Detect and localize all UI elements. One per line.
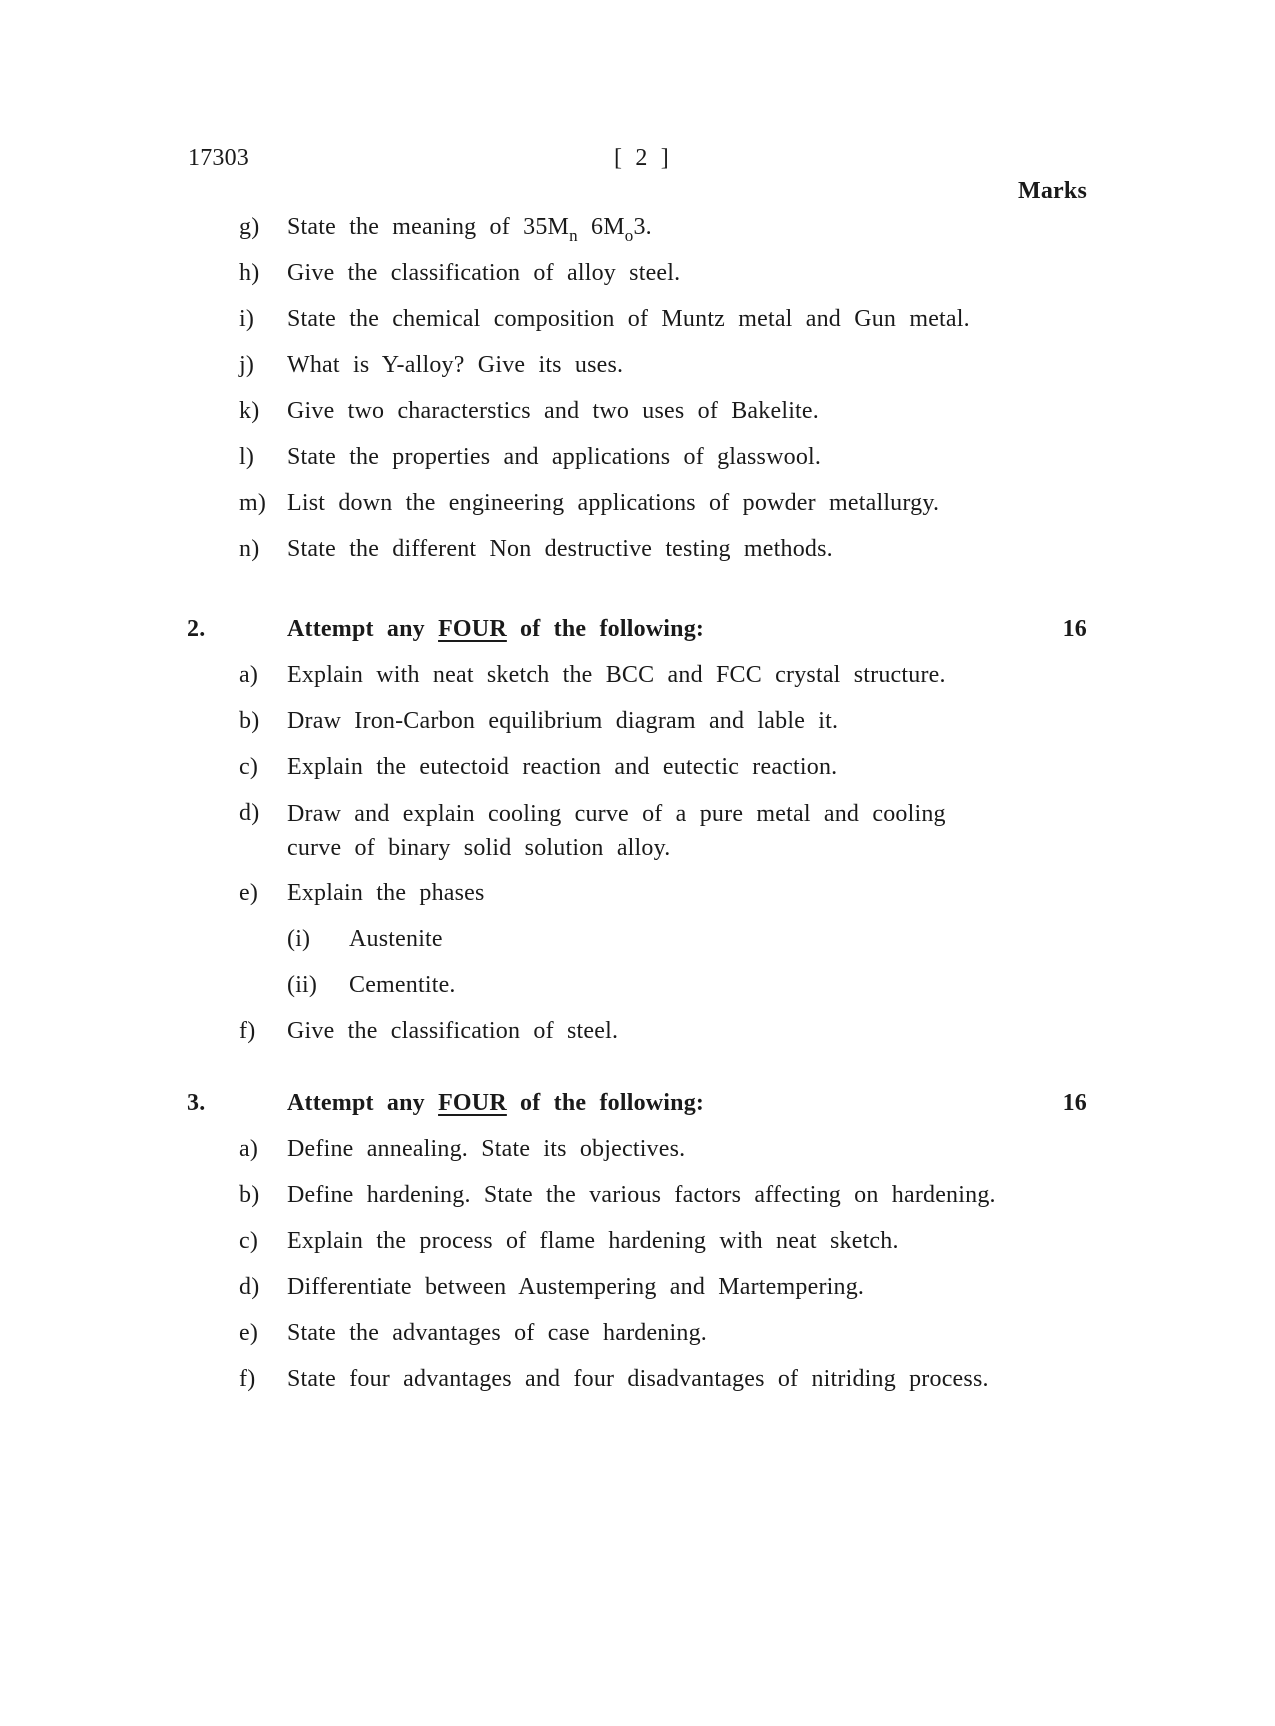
item-label: d) bbox=[239, 800, 260, 826]
page-number: [ 2 ] bbox=[614, 145, 669, 171]
item-text: State the advantages of case hardening. bbox=[287, 1320, 707, 1346]
item-text: Explain with neat sketch the BCC and FCC crystal structure. bbox=[287, 662, 946, 688]
item-label: f) bbox=[239, 1366, 256, 1392]
marks-column-heading: Marks bbox=[1018, 178, 1087, 204]
item-text: State the properties and applications of glasswool. bbox=[287, 444, 822, 470]
item-label: h) bbox=[239, 260, 260, 286]
item-label: j) bbox=[239, 352, 255, 378]
item-text: Explain the process of flame hardening with neat sketch. bbox=[287, 1228, 899, 1254]
item-label: b) bbox=[239, 1182, 260, 1208]
item-text: Define hardening. State the various factors affecting on hardening. bbox=[287, 1182, 996, 1208]
item-text: List down the engineering applications of powder metallurgy. bbox=[287, 490, 940, 516]
question-number: 3. bbox=[187, 1090, 206, 1116]
item-label: c) bbox=[239, 754, 259, 780]
item-label: b) bbox=[239, 708, 260, 734]
question-number: 2. bbox=[187, 616, 206, 642]
item-text: State the different Non destructive testing methods. bbox=[287, 536, 833, 562]
item-label: a) bbox=[239, 1136, 259, 1162]
question-instruction: Attempt any FOUR of the following: bbox=[287, 1090, 705, 1116]
item-text: State the chemical composition of Muntz metal and Gun metal. bbox=[287, 306, 970, 332]
question-marks: 16 bbox=[1062, 1090, 1087, 1116]
item-text: Give the classification of steel. bbox=[287, 1018, 619, 1044]
sub-item-label: (ii) bbox=[287, 972, 318, 998]
item-text: Differentiate between Austempering and Martempering. bbox=[287, 1274, 865, 1300]
item-label: a) bbox=[239, 662, 259, 688]
sub-item-text: Cementite. bbox=[349, 972, 456, 998]
item-label: m) bbox=[239, 490, 267, 516]
sub-item-text: Austenite bbox=[349, 926, 443, 952]
question-instruction: Attempt any FOUR of the following: bbox=[287, 616, 705, 642]
item-text: State four advantages and four disadvantages of nitriding process. bbox=[287, 1366, 989, 1392]
item-label: e) bbox=[239, 880, 259, 906]
item-label: f) bbox=[239, 1018, 256, 1044]
item-text: Draw and explain cooling curve of a pure metal and cooling curve of binary solid solution alloy. bbox=[287, 801, 946, 861]
item-label: i) bbox=[239, 306, 255, 332]
item-label: g) bbox=[239, 214, 260, 240]
item-label: d) bbox=[239, 1274, 260, 1300]
item-text: Give the classification of alloy steel. bbox=[287, 260, 681, 286]
item-text: Define annealing. State its objectives. bbox=[287, 1136, 686, 1162]
item-text: State the meaning of $35M_n$ $6M_o3$. bbox=[287, 214, 652, 245]
item-label: e) bbox=[239, 1320, 259, 1346]
item-label: l) bbox=[239, 444, 255, 470]
question-marks: 16 bbox=[1062, 616, 1087, 642]
item-text: Give two characterstics and two uses of Bakelite. bbox=[287, 398, 819, 424]
paper-code: 17303 bbox=[188, 145, 249, 171]
item-label: k) bbox=[239, 398, 260, 424]
item-text: Explain the phases bbox=[287, 880, 485, 906]
item-label: n) bbox=[239, 536, 260, 562]
item-text: Draw Iron-Carbon equilibrium diagram and lable it. bbox=[287, 708, 839, 734]
item-text: Explain the eutectoid reaction and eutectic reaction. bbox=[287, 754, 838, 780]
item-text: What is Y-alloy? Give its uses. bbox=[287, 352, 624, 378]
sub-item-label: (i) bbox=[287, 926, 311, 952]
item-label: c) bbox=[239, 1228, 259, 1254]
